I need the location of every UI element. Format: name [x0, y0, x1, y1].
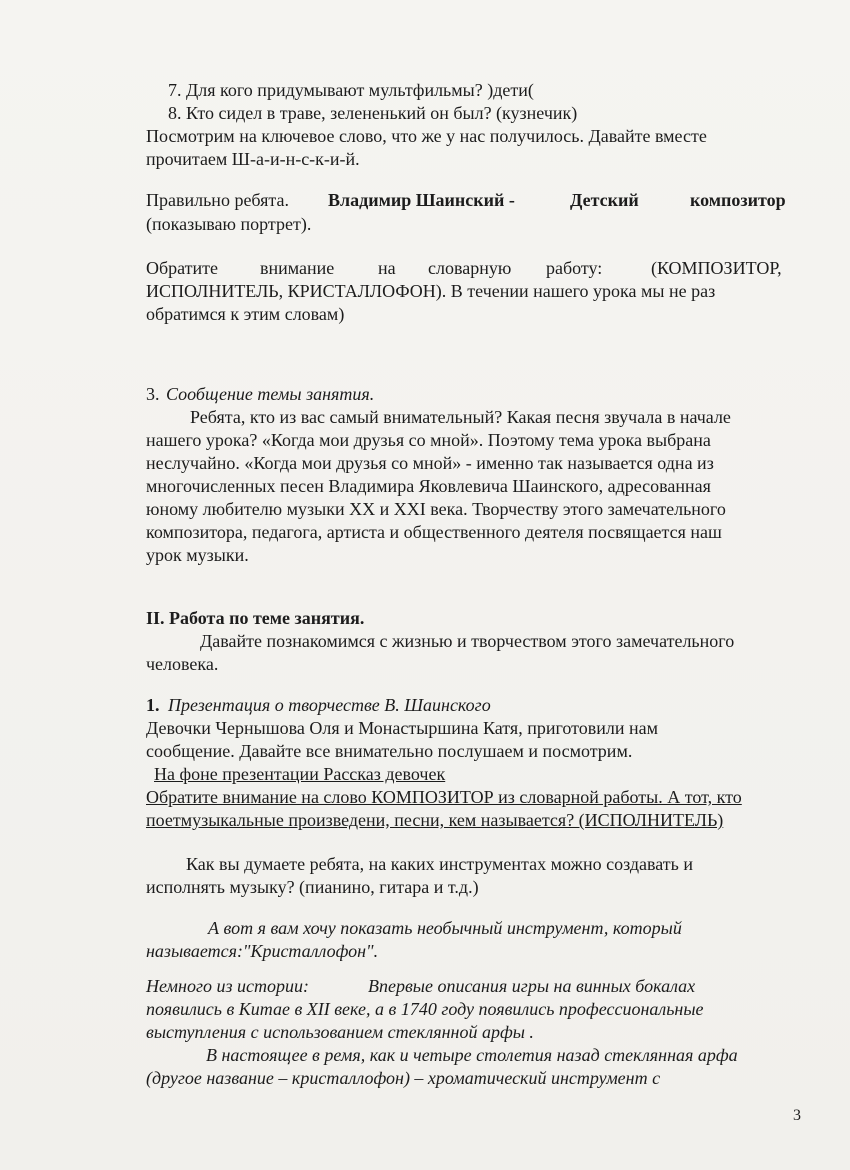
vocab-line-2: ИСПОЛНИТЕЛЬ, КРИСТАЛЛОФОН). В течении нашего урока мы не раз [146, 281, 716, 301]
crystal-line-2: называется:"Кристаллофон". [146, 941, 379, 961]
composer-role-1: Детский [570, 190, 639, 210]
section-3-line-7: урок музыки. [146, 545, 249, 565]
presentation-underline-3: поетмузыкальные произведени, песни, кем называется? (ИСПОЛНИТЕЛЬ) [146, 810, 724, 830]
section-3-line-4: многочисленных песен Владимира Яковлевича Шаинского, адресованная [146, 476, 711, 496]
vocab-word-5: работу: [546, 258, 603, 278]
vocab-word-2: внимание [260, 258, 335, 278]
history-line-3: выступления с использованием стеклянной арфы . [146, 1022, 534, 1042]
history-line-1: Впервые описания игры на винных бокалах [368, 976, 696, 996]
presentation-title: Презентация о творчестве В. Шаинского [168, 695, 491, 715]
history-line-2: появились в Китае в XII веке, а в 1740 году появились профессиональные [146, 999, 704, 1019]
section-3-heading: Сообщение темы занятия. [166, 384, 375, 404]
intro-line-2: прочитаем Ш-а-и-н-с-к-и-й. [146, 149, 360, 169]
vocab-word-3: на [378, 258, 396, 278]
presentation-underline-1: На фоне презентации Рассказ девочек [154, 764, 446, 784]
history-line-4: В настоящее в ремя, как и четыре столетия назад стеклянная арфа [206, 1045, 738, 1065]
presentation-line-1: Девочки Чернышова Оля и Монастыршина Катя, приготовили нам [146, 718, 659, 738]
correct-text: Правильно ребята. [146, 190, 289, 210]
presentation-number: 1. [146, 695, 160, 715]
section-3-number: 3. [146, 384, 160, 404]
composer-name: Владимир Шаинский - [328, 190, 515, 210]
section-3-line-2: нашего урока? «Когда мои друзья со мной». Поэтому тема урока выбрана [146, 430, 711, 450]
list-item-7: 7. Для кого придумывают мультфильмы? )дети( [168, 80, 534, 100]
section-3-line-1: Ребята, кто из вас самый внимательный? Какая песня звучала в начале [190, 407, 731, 427]
instruments-line-1: Как вы думаете ребята, на каких инструментах можно создавать и [186, 854, 694, 874]
history-label: Немного из истории: [146, 976, 309, 996]
vocab-word-4: словарную [428, 258, 512, 278]
vocab-line-3: обратимся к этим словам) [146, 304, 345, 324]
section-2-heading: II. Работа по теме занятия. [146, 608, 365, 628]
vocab-word-6: (КОМПОЗИТОР, [651, 258, 782, 278]
section-2-line-1: Давайте познакомимся с жизнью и творчеством этого замечательного [200, 631, 735, 651]
section-3-line-5: юному любителю музыки XX и XXI века. Творчеству этого замечательного [146, 499, 726, 519]
instruments-line-2: исполнять музыку? (пианино, гитара и т.д.) [146, 877, 479, 897]
vocab-word-1: Обратите [146, 258, 219, 278]
portrait-note: (показываю портрет). [146, 214, 312, 234]
section-3-line-6: композитора, педагога, артиста и общественного деятеля посвящается наш [146, 522, 722, 542]
intro-line-1: Посмотрим на ключевое слово, что же у нас получилось. Давайте вместе [146, 126, 707, 146]
section-2-line-2: человека. [146, 654, 219, 674]
list-item-8: 8. Кто сидел в траве, зелененький он был? (кузнечик) [168, 103, 578, 123]
history-line-5: (другое название – кристаллофон) – хроматический инструмент с [146, 1068, 661, 1088]
page-number: 3 [793, 1107, 801, 1124]
presentation-underline-2: Обратите внимание на слово КОМПОЗИТОР из словарной работы. А тот, кто [146, 787, 742, 807]
presentation-line-2: сообщение. Давайте все внимательно послушаем и посмотрим. [146, 741, 633, 761]
crystal-line-1: А вот я вам хочу показать необычный инструмент, который [208, 918, 682, 938]
section-3-line-3: неслучайно. «Когда мои друзья со мной» - именно так называется одна из [146, 453, 714, 473]
composer-role-2: композитор [690, 190, 786, 210]
